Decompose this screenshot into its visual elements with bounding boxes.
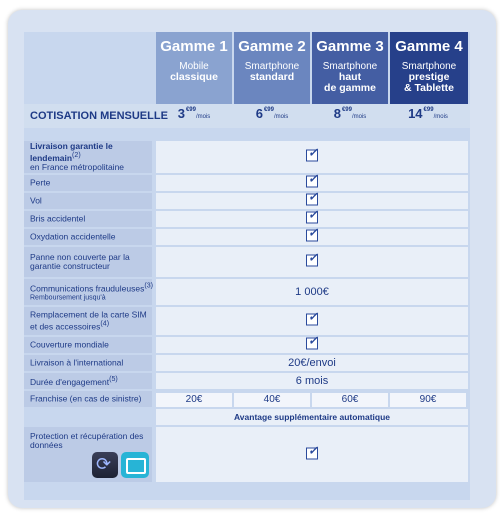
row-label-international: Livraison à l'international xyxy=(24,355,152,371)
price-euros: 8 xyxy=(333,106,341,121)
gamme-4-header xyxy=(390,32,468,104)
row-value-communications: 1 000€ xyxy=(156,279,468,305)
row-value-sim xyxy=(156,307,468,335)
footnote-ref: (3) xyxy=(144,281,153,290)
gamme-1-header xyxy=(156,32,232,104)
checkbox-checked-icon xyxy=(306,212,318,224)
label-text: Communications frauduleuses xyxy=(30,283,145,294)
row-label-panne: Panne non couverte par la garantie constructeur xyxy=(24,247,152,277)
price-euros: 14 xyxy=(408,106,423,121)
label-text: Remplacement de la carte SIM et des accessoires xyxy=(30,309,147,332)
label-subtext: en France métropolitaine xyxy=(30,161,125,172)
price-gamme-1 xyxy=(156,106,232,126)
gamme-2-header xyxy=(234,32,310,104)
row-value-panne xyxy=(156,247,468,277)
gamme-subtitle-bold: prestige xyxy=(408,71,450,83)
row-value-couverture xyxy=(156,337,468,353)
gamme-title: Gamme 3 xyxy=(316,38,384,55)
row-value-international: 20€/envoi xyxy=(156,355,468,371)
gamme-3-header xyxy=(312,32,388,104)
checkbox-checked-icon xyxy=(306,447,318,459)
backup-app-icon xyxy=(121,452,149,478)
gamme-title: Gamme 4 xyxy=(395,38,463,55)
price-cents: €99 xyxy=(263,107,274,113)
price-cents: €99 xyxy=(185,107,196,113)
row-label-oxydation: Oxydation accidentelle xyxy=(24,229,152,245)
price-gamme-2 xyxy=(234,106,310,126)
gamme-subtitle-bold: standard xyxy=(249,71,295,83)
label-text: Livraison garantie le lendemain xyxy=(30,141,113,163)
price-cents: €99 xyxy=(341,107,352,113)
label-subtext: Remboursement jusqu'à xyxy=(30,294,106,302)
price-euros: 3 xyxy=(177,106,185,121)
gamme-subtitle-bold-2: de gamme xyxy=(324,82,376,94)
row-label-protection: Protection et récupération des données xyxy=(24,427,152,482)
price-unit: /mois xyxy=(273,114,289,120)
row-label-sim xyxy=(24,307,152,335)
footnote-ref: (4) xyxy=(100,319,110,328)
checkbox-checked-icon xyxy=(306,230,318,242)
gamme-subtitle-bold: haut xyxy=(338,71,362,83)
row-label-vol: Vol xyxy=(24,193,152,209)
price-unit: /mois xyxy=(195,114,211,120)
gamme-subtitle-bold: classique xyxy=(170,71,218,83)
gamme-subtitle: Smartphone xyxy=(244,61,300,72)
row-label-perte: Perte xyxy=(24,175,152,191)
checkbox-checked-icon xyxy=(306,150,318,162)
checkbox-checked-icon xyxy=(306,338,318,350)
franchise-gamme-2: 40€ xyxy=(234,393,310,407)
price-gamme-4 xyxy=(390,106,466,126)
row-label-engagement xyxy=(24,373,152,389)
gamme-subtitle: Smartphone xyxy=(322,61,378,72)
row-value-livraison xyxy=(156,141,468,173)
row-label-couverture: Couverture mondiale xyxy=(24,337,152,353)
gamme-title: Gamme 2 xyxy=(238,38,306,55)
cotisation-label: COTISATION MENSUELLE xyxy=(30,110,168,122)
checkbox-checked-icon xyxy=(306,176,318,188)
price-unit: /mois xyxy=(351,114,367,120)
row-value-engagement: 6 mois xyxy=(156,373,468,389)
row-label-franchise: Franchise (en cas de sinistre) xyxy=(24,391,152,407)
price-euros: 6 xyxy=(255,106,263,121)
avantage-banner: Avantage supplémentaire automatique xyxy=(156,409,468,425)
data-recovery-app-icon xyxy=(92,452,118,478)
price-gamme-3 xyxy=(312,106,388,126)
row-value-protection xyxy=(156,427,468,482)
row-label-communications xyxy=(24,279,152,305)
gamme-subtitle-bold-2: & Tablette xyxy=(404,82,454,94)
checkbox-checked-icon xyxy=(306,314,318,326)
gamme-title: Gamme 1 xyxy=(160,38,228,55)
franchise-gamme-1: 20€ xyxy=(156,393,232,407)
label-text: Durée d'engagement xyxy=(30,376,110,387)
gamme-subtitle: Smartphone xyxy=(401,61,457,72)
price-cents: €99 xyxy=(423,107,434,113)
row-label-bris: Bris accidentel xyxy=(24,211,152,227)
footnote-ref: (5) xyxy=(109,375,118,384)
row-value-oxydation xyxy=(156,229,468,245)
checkbox-checked-icon xyxy=(306,194,318,206)
checkbox-checked-icon xyxy=(306,255,318,267)
row-label-livraison xyxy=(24,141,152,173)
gamme-subtitle: Mobile xyxy=(179,61,209,72)
price-unit: /mois xyxy=(433,114,448,120)
franchise-gamme-4: 90€ xyxy=(390,393,466,407)
franchise-gamme-3: 60€ xyxy=(312,393,388,407)
footnote-ref: (2) xyxy=(72,151,81,160)
